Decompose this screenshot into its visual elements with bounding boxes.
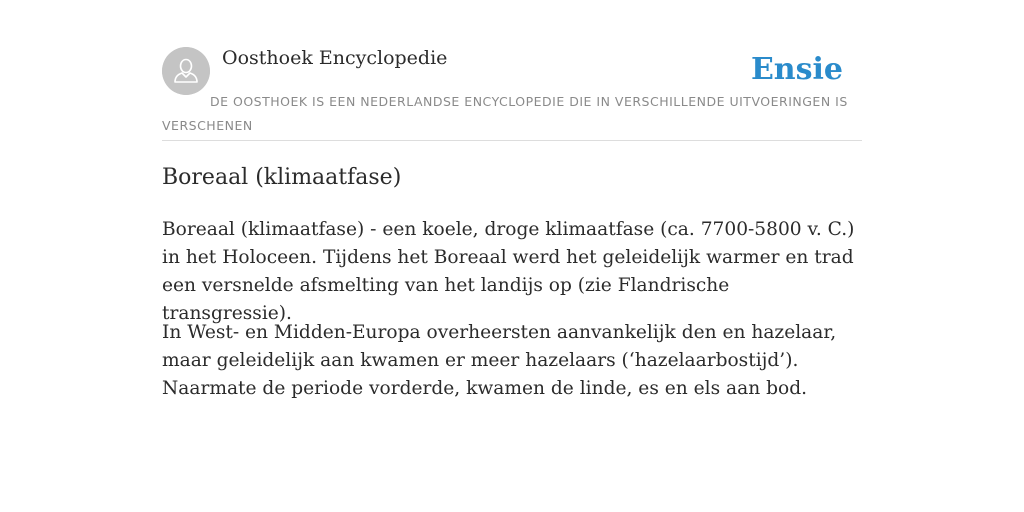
source-header bbox=[162, 46, 862, 141]
source-tagline: DE OOSTHOEK IS EEN NEDERLANDSE ENCYCLOPEDIE DIE IN VERSCHILLENDE UITVOERINGEN IS VERSCHENEN bbox=[162, 94, 848, 133]
article-title: Boreaal (klimaatfase) bbox=[162, 165, 402, 190]
article-paragraph-1: Boreaal (klimaatfase) - een koele, droge klimaatfase (ca. 7700-5800 v. C.) in het Holoceen. Tijdens het Boreaal werd het geleidelijk warmer en trad een versnelde afsmelting van het landijs op (zie Flandrische transgressie). bbox=[162, 219, 855, 324]
ensie-logo[interactable]: Ensie bbox=[750, 52, 843, 87]
source-name-link[interactable]: Oosthoek Encyclopedie bbox=[222, 47, 448, 69]
article-paragraph-2: In West- en Midden-Europa overheersten aanvankelijk den en hazelaar, maar geleidelijk aan kwamen er meer hazelaars (‘hazelaarbostijd’). Naarmate de periode vorderde, kwamen de linde, es en els aan bod. bbox=[162, 322, 837, 399]
user-icon[interactable] bbox=[162, 47, 210, 95]
